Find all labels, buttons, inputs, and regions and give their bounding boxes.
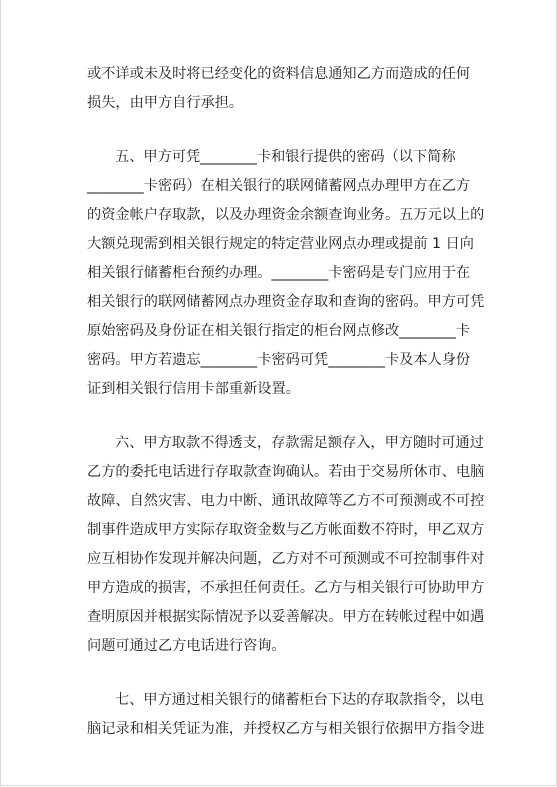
text-line: 七、甲方通过相关银行的储蓄柜台下达的存取款指令，以电 [115, 692, 484, 708]
paragraph-clause-7 [87, 686, 485, 744]
paragraph-liability [87, 60, 477, 118]
text-line: 脑记录和相关凭证为准，并授权乙方与相关银行依据甲方指令进 [87, 721, 485, 737]
text-line: 损失，由甲方自行承担。 [87, 95, 244, 111]
document-body [87, 60, 485, 744]
text-line: 原始密码及身份证在相关银行指定的柜台网点修改________卡 [87, 323, 471, 339]
paragraph-clause-5 [87, 143, 485, 404]
text-line: 证到相关银行信用卡部重新设置。 [87, 381, 300, 397]
text-line: 问题可通过乙方电话进行咨询。 [87, 638, 286, 654]
text-line: 制事件造成甲方实际存取资金数与乙方帐面数不符时，甲乙双方 [87, 522, 485, 538]
text-line: 相关银行储蓄柜台预约办理。________卡密码是专门应用于在 [87, 265, 471, 281]
text-line: 故障、自然灾害、电力中断、通讯故障等乙方不可预测或不可控 [87, 493, 485, 509]
text-line: 大额兑现需到相关银行规定的特定营业网点办理或提前 1 日向 [87, 236, 474, 252]
text-line: 应互相协作发现并解决问题，乙方对不可预测或不可控制事件对 [87, 551, 485, 567]
text-line: ________卡密码）在相关银行的联网储蓄网点办理甲方在乙方 [87, 178, 471, 194]
text-line: 五、甲方可凭________卡和银行提供的密码（以下简称 [115, 149, 456, 165]
paragraph-gap [87, 404, 477, 429]
text-line: 六、甲方取款不得透支，存款需足额存入，甲方随时可通过 [115, 435, 484, 451]
paragraph-gap [87, 118, 477, 143]
text-line: 乙方的委托电话进行存取款查询确认。若由于交易所休市、电脑 [87, 464, 485, 480]
text-line: 查明原因并根据实际情况予以妥善解决。甲方在转帐过程中如遇 [87, 609, 485, 625]
paragraph-gap [87, 661, 477, 686]
text-line: 或不详或未及时将已经变化的资料信息通知乙方而造成的任何 [87, 66, 471, 82]
text-line: 相关银行的联网储蓄网点办理资金存取和查询的密码。甲方可凭 [87, 294, 485, 310]
paragraph-clause-6 [87, 429, 485, 661]
text-line: 甲方造成的损害，不承担任何责任。乙方与相关银行可协助甲方 [87, 580, 485, 596]
text-line: 的资金帐户存取款，以及办理资金余额查询业务。五万元以上的 [87, 207, 485, 223]
text-line: 密码。甲方若遗忘________卡密码可凭________卡及本人身份 [87, 352, 471, 368]
